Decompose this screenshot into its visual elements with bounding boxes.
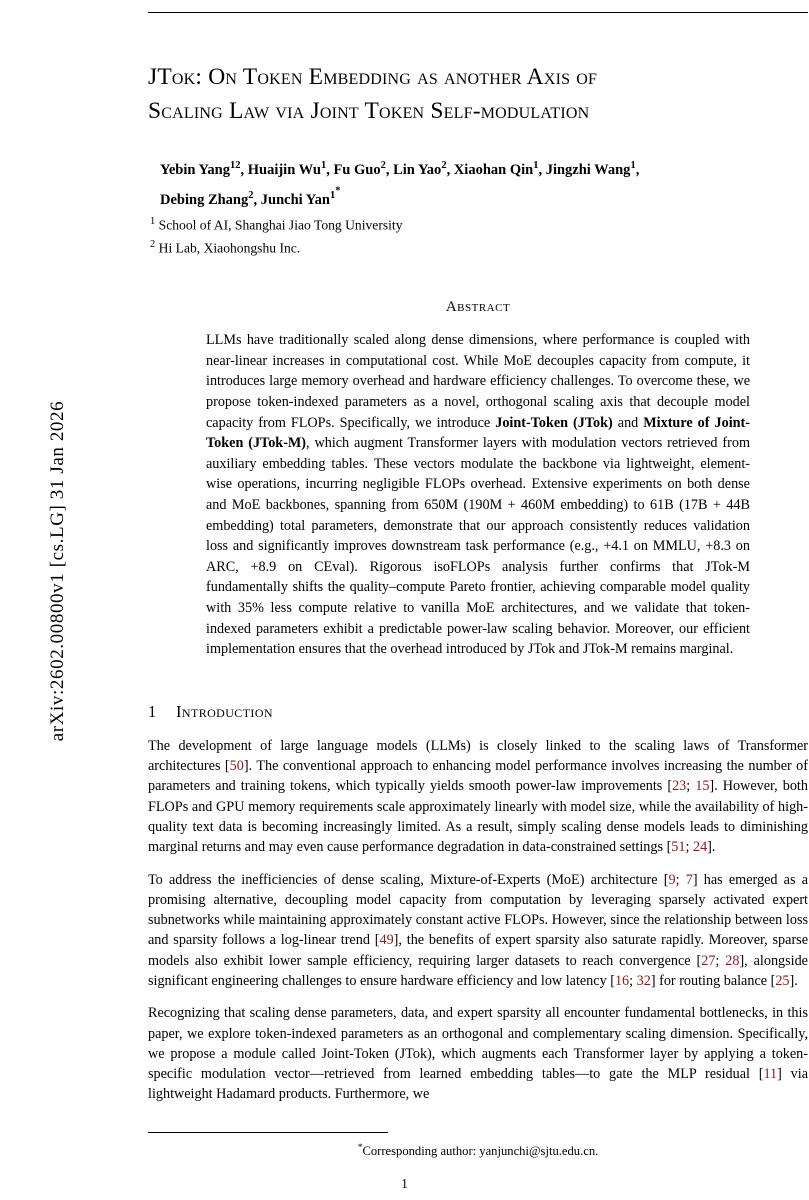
page-number: 1 bbox=[401, 1176, 408, 1191]
paper-content bbox=[148, 60, 808, 1117]
author-line-2-text: Debing Zhang$^2$, Junchi Yan$^{1*}$ bbox=[160, 185, 341, 209]
abstract-heading: Abstract bbox=[445, 299, 511, 316]
affiliation-2: $^2$ Hi Lab, Xiaohongshu Inc. bbox=[150, 238, 301, 256]
abstract-text: LLMs have traditionally scaled along dense dimensions, where performance is coupled with near-linear increases in computational cost. While MoE decouples capacity from compute, it introduces large memory overhead and hardware efficiency challenges. To overcome these, we propose token-indexed parameters as a novel, orthogonal scaling axis that decouple model capacity from FLOPs. Specifically, we introduce Joint-Token (JTok) and Mixture of Joint-Token (JTok-M), which augment Transformer layers with modulation vectors retrieved from auxiliary embedding tables. These vectors modulate the backbone via lightweight, element-wise operations, incurring negligible FLOPs overhead. Extensive experiments on both dense and MoE backbones, spanning from 650M (190M + 460M embedding) to 61B (17B + 44B embedding) total parameters, demonstrate that our approach consistently reduces validation loss and significantly improves downstream task performance (e.g., +4.1 on MMLU, +8.3 on ARC, +8.9 on CEval). Rigorous isoFLOPs analysis further confirms that JTok-M fundamentally shifts the quality–compute Pareto frontier, achieving comparable model quality with 35% less compute relative to vanilla MoE architectures, and we validate that token-indexed parameters exhibit a predictable power-law scaling behavior. Moreover, our efficient implementation ensures that the overhead introduced by JTok and JTok-M remains marginal. bbox=[206, 332, 750, 658]
affiliation-1: $^1$ School of AI, Shanghai Jiao Tong University bbox=[150, 216, 403, 233]
section-heading-introduction bbox=[148, 702, 808, 722]
author-line-1-text: Yebin Yang$^{12}$, Huaijin Wu$^1$, Fu Guo$^2$, Lin Yao$^2$, Xiaohan Qin$^1$, Jingzhi Wang$^1$, bbox=[160, 160, 640, 178]
title-line-1: JTok: On Token Embedding as another Axis of bbox=[148, 64, 598, 90]
footnote-separator bbox=[148, 1132, 388, 1133]
top-rule bbox=[148, 12, 808, 13]
author-line-1 bbox=[148, 156, 808, 180]
arxiv-identifier-stamp: arXiv:2602.00800v1 [cs.LG] 31 Jan 2026 bbox=[47, 400, 68, 742]
section-title: Introduction bbox=[176, 701, 273, 721]
page-title bbox=[148, 60, 808, 128]
author-line-2 bbox=[148, 182, 808, 210]
title-line-2: Scaling Law via Joint Token Self-modulation bbox=[148, 98, 590, 124]
intro-paragraph-2: To address the inefficiencies of dense scaling, Mixture-of-Experts (MoE) architecture [9; 7] has emerged as a promising alternative, decoupling model capacity from computation by leveraging sparsely activated expert subnetworks while maintaining approximately constant active FLOPs. However, since the relationship between loss and sparsity follows a log-linear trend [49], the benefits of expert sparsity also saturate rapidly. Moreover, sparse models also exhibit lower sample efficiency, requiring larger datasets to reach convergence [27; 28], alongside significant engineering challenges to ensure hardware efficiency and low latency [16; 32] for routing balance [25]. bbox=[148, 871, 808, 989]
intro-paragraph-1: The development of large language models (LLMs) is closely linked to the scaling laws of Transformer architectures [50]. The conventional approach to enhancing model performance involves increasing the number of parameters and training tokens, which typically yields smooth power-law improvements [23; 15]. However, both FLOPs and GPU memory requirements scale approximately linearly with model size, while the availability of high-quality text data is becoming increasingly limited. As a result, simply scaling dense models leads to diminishing marginal returns and may even cause performance degradation in data-constrained settings [51; 24]. bbox=[148, 737, 808, 856]
section-number: 1 bbox=[148, 701, 157, 721]
footnote-corresponding-author: *Corresponding author: yanjunchi@sjtu.edu.cn. bbox=[357, 1143, 599, 1159]
intro-paragraph-3: Recognizing that scaling dense parameters, data, and expert sparsity all encounter fundamental bottlenecks, in this paper, we explore token-indexed parameters as an orthogonal and complementary scaling dimension. Specifically, we propose a module called Joint-Token (JTok), which augments each Transformer layer by applying a token-specific modulation vector—retrieved from learned embedding tables—to gate the MLP residual [11] via lightweight Hadamard products. Furthermore, we bbox=[148, 1005, 808, 1103]
